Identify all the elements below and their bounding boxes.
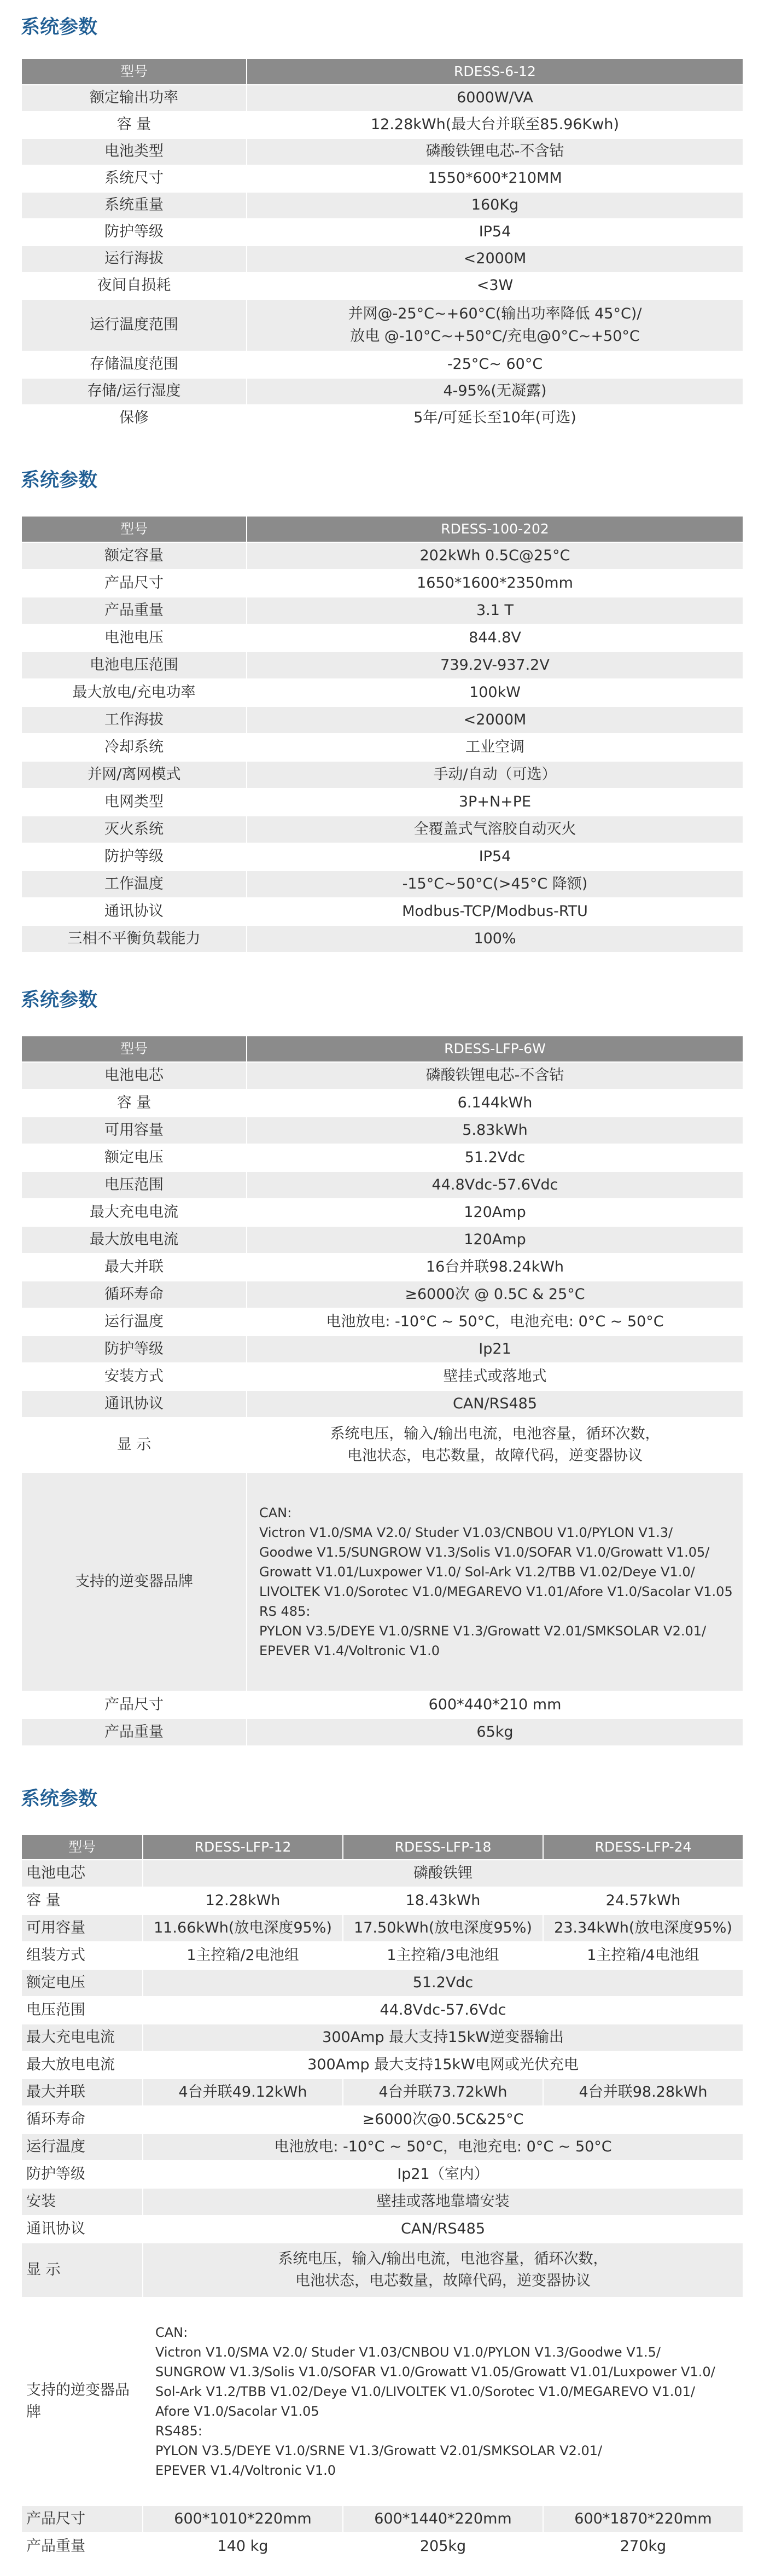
header-model-12: RDESS-LFP-12 [143,1835,343,1860]
row-label: 通讯协议 [21,898,247,925]
row-label: 产品重量 [21,1719,247,1746]
cell: 4台并联49.12kWh [143,2079,343,2106]
row-label: 产品尺寸 [21,2505,143,2533]
row-label: 存储/运行湿度 [21,378,247,405]
row-label: 工作海拔 [21,706,247,734]
row-value: CAN/RS485 [247,1390,743,1418]
row-value [143,2243,743,2297]
row-label: 系统尺寸 [21,165,247,192]
row-value: 手动/自动（可选） [247,761,743,788]
header-label: 型号 [21,516,247,542]
row-label: 夜间自损耗 [21,272,247,299]
value-line: PYLON V3.5/DEYE V1.0/SRNE V1.3/Growatt V2.01/SMKSOLAR V2.01/ [155,2443,603,2458]
row-label: 显 示 [21,2243,143,2297]
row-label: 运行温度 [21,1308,247,1336]
row-value: -15°C~50°C(>45°C 降额) [247,871,743,898]
row-value: 160Kg [247,192,743,219]
row-label: 电池类型 [21,138,247,165]
cell: 23.34kWh(放电深度95%) [543,1914,743,1942]
row-value: 磷酸铁锂 [143,1860,743,1887]
row-label: 显 示 [21,1418,247,1472]
section-title: 系统参数 [21,469,98,491]
cell: 140 kg [143,2533,343,2560]
row-label: 产品尺寸 [21,1691,247,1719]
value-line: RS 485: [259,1604,311,1619]
value-line: Goodwe V1.5/SUNGROW V1.3/Solis V1.0/SOFAR V1.0/Growatt V1.05/ [259,1545,710,1560]
header-model-18: RDESS-LFP-18 [343,1835,543,1860]
cell: 24.57kWh [543,1887,743,1914]
row-value [247,299,743,351]
row-value: 3.1 T [247,597,743,624]
row-label: 电池电芯 [21,1062,247,1089]
row-value: 202kWh 0.5C@25°C [247,542,743,570]
value-line: 电池状态，电芯数量，故障代码，逆变器协议 [295,2272,591,2289]
row-label: 存储温度范围 [21,351,247,378]
value-line: EPEVER V1.4/Voltronic V1.0 [259,1643,440,1658]
row-value [247,1418,743,1472]
value-line: Victron V1.0/SMA V2.0/ Studer V1.03/CNBOU V1.0/PYLON V1.3/Goodwe V1.5/ [155,2345,661,2360]
row-value: 44.8Vdc-57.6Vdc [247,1171,743,1199]
row-value: Ip21 [247,1336,743,1363]
row-value: ≥6000次@0.5C&25°C [143,2106,743,2133]
row-label: 组装方式 [21,1942,143,1969]
row-label: 灭火系统 [21,816,247,843]
cell: 12.28kWh [143,1887,343,1914]
row-label: 容 量 [21,112,247,138]
header-label: 型号 [21,59,247,85]
value-line: CAN: [259,1505,292,1521]
row-label: 三相不平衡负载能力 [21,925,247,953]
value-line: SUNGROW V1.3/Solis V1.0/SOFAR V1.0/Growatt V1.05/Growatt V1.01/Luxpower V1.0/ [155,2364,715,2380]
row-label: 最大充电电流 [21,1199,247,1226]
value-line: 电池状态，电芯数量，故障代码，逆变器协议 [347,1447,643,1464]
row-label: 防护等级 [21,219,247,246]
row-label: 运行温度范围 [21,299,247,351]
row-label: 电压范围 [21,1997,143,2024]
row-value: 1550*600*210MM [247,165,743,192]
row-value: <3W [247,272,743,299]
cell: 600*1870*220mm [543,2505,743,2533]
cell: 1主控箱/2电池组 [143,1942,343,1969]
section-title: 系统参数 [21,1788,98,1810]
value-line: PYLON V3.5/DEYE V1.0/SRNE V1.3/Growatt V2.01/SMKSOLAR V2.01/ [259,1623,707,1639]
value-line: EPEVER V1.4/Voltronic V1.0 [155,2463,336,2478]
row-value: 100kW [247,679,743,706]
row-label: 可用容量 [21,1117,247,1144]
cell: 11.66kWh(放电深度95%) [143,1914,343,1942]
row-value: 739.2V-937.2V [247,652,743,679]
row-label: 最大放电电流 [21,2051,143,2079]
row-value: 4-95%(无凝露) [247,378,743,405]
row-label: 最大充电电流 [21,2024,143,2051]
value-line: Victron V1.0/SMA V2.0/ Studer V1.03/CNBOU V1.0/PYLON V1.3/ [259,1525,673,1540]
value-line: 系统电压，输入/输出电流，电池容量，循环次数， [330,1425,660,1442]
cell: 4台并联98.28kWh [543,2079,743,2106]
spec-table [21,515,744,953]
row-value: 全覆盖式气溶胶自动灭火 [247,816,743,843]
row-value: 壁挂或落地靠墙安装 [143,2188,743,2215]
row-label: 产品重量 [21,2533,143,2560]
cell: 205kg [343,2533,543,2560]
row-value: 3P+N+PE [247,788,743,816]
value-line: RS485: [155,2423,202,2439]
row-value: 300Amp 最大支持15kW逆变器输出 [143,2024,743,2051]
inverter-brands-list [247,1472,743,1691]
row-value: -25°C~ 60°C [247,351,743,378]
row-label: 电网类型 [21,788,247,816]
row-value: 磷酸铁锂电芯-不含钴 [247,1062,743,1089]
row-value: <2000M [247,706,743,734]
cell: 1主控箱/4电池组 [543,1942,743,1969]
header-model-24: RDESS-LFP-24 [543,1835,743,1860]
value-line: 并网@-25°C~+60°C(输出功率降低 45°C)/ [348,305,642,322]
row-label: 额定输出功率 [21,85,247,112]
row-value: 844.8V [247,624,743,652]
row-label: 循环寿命 [21,2106,143,2133]
row-value: IP54 [247,219,743,246]
row-label: 系统重量 [21,192,247,219]
value-line: 放电 @-10°C~+50°C/充电@0°C~+50°C [350,327,640,345]
cell: 600*1440*220mm [343,2505,543,2533]
row-label: 可用容量 [21,1914,143,1942]
row-label: 防护等级 [21,2161,143,2188]
cell: 1主控箱/3电池组 [343,1942,543,1969]
row-value: <2000M [247,246,743,272]
row-label: 防护等级 [21,1336,247,1363]
row-label: 支持的逆变器品牌 [21,1472,247,1691]
row-value: 电池放电: -10°C ~ 50°C，电池充电: 0°C ~ 50°C [143,2133,743,2161]
row-value: CAN/RS485 [143,2215,743,2243]
row-label: 运行海拔 [21,246,247,272]
row-value: 电池放电: -10°C ~ 50°C，电池充电: 0°C ~ 50°C [247,1308,743,1336]
row-label: 最大并联 [21,2079,143,2106]
value-line: CAN: [155,2325,188,2340]
row-label: 通讯协议 [21,2215,143,2243]
row-value: 120Amp [247,1226,743,1254]
row-label: 支持的逆变器品牌 [21,2297,143,2505]
spec-table-multi [21,1834,744,2561]
header-model: RDESS-100-202 [247,516,743,542]
row-label: 产品重量 [21,597,247,624]
row-label: 最大放电/充电功率 [21,679,247,706]
row-value: 16台并联98.24kWh [247,1254,743,1281]
row-label: 电池电芯 [21,1860,143,1887]
value-line: Afore V1.0/Sacolar V1.05 [155,2404,319,2419]
spec-table [21,58,744,432]
value-line: Growatt V1.01/Luxpower V1.0/ Sol-Ark V1.2/TBB V1.02/Deye V1.0/ [259,1564,695,1580]
row-label: 电池电压 [21,624,247,652]
row-label: 工作温度 [21,871,247,898]
row-value: IP54 [247,843,743,871]
row-label: 冷却系统 [21,734,247,761]
row-label: 额定电压 [21,1144,247,1171]
row-value: 51.2Vdc [143,1969,743,1997]
value-line: 系统电压，输入/输出电流，电池容量，循环次数， [278,2250,608,2267]
section-title: 系统参数 [21,989,98,1011]
row-label: 防护等级 [21,843,247,871]
row-value: 65kg [247,1719,743,1746]
row-label: 运行温度 [21,2133,143,2161]
row-value: 51.2Vdc [247,1144,743,1171]
row-value: 120Amp [247,1199,743,1226]
row-value: 5年/可延长至10年(可选) [247,405,743,432]
row-value: 6000W/VA [247,85,743,112]
row-value: ≥6000次 @ 0.5C & 25°C [247,1281,743,1308]
row-value: Modbus-TCP/Modbus-RTU [247,898,743,925]
row-label: 产品尺寸 [21,570,247,597]
row-label: 并网/离网模式 [21,761,247,788]
row-label: 额定容量 [21,542,247,570]
cell: 4台并联73.72kWh [343,2079,543,2106]
value-line: Sol-Ark V1.2/TBB V1.02/Deye V1.0/LIVOLTEK V1.0/Sorotec V1.0/MEGAREVO V1.01/ [155,2384,695,2399]
row-label: 容 量 [21,1887,143,1914]
row-value: 壁挂式或落地式 [247,1363,743,1390]
row-label: 电压范围 [21,1171,247,1199]
row-label: 保修 [21,405,247,432]
row-value: 300Amp 最大支持15kW电网或光伏充电 [143,2051,743,2079]
header-label: 型号 [21,1036,247,1062]
row-value: 6.144kWh [247,1089,743,1117]
header-label: 型号 [21,1835,143,1860]
row-value: 1650*1600*2350mm [247,570,743,597]
row-label: 容 量 [21,1089,247,1117]
row-value: 5.83kWh [247,1117,743,1144]
cell: 17.50kWh(放电深度95%) [343,1914,543,1942]
row-label: 安装 [21,2188,143,2215]
row-value: 100% [247,925,743,953]
row-value: 工业空调 [247,734,743,761]
row-label: 安装方式 [21,1363,247,1390]
row-label: 循环寿命 [21,1281,247,1308]
inverter-brands-list [143,2297,743,2505]
row-value: 600*440*210 mm [247,1691,743,1719]
row-value: 44.8Vdc-57.6Vdc [143,1997,743,2024]
header-model: RDESS-6-12 [247,59,743,85]
header-model: RDESS-LFP-6W [247,1036,743,1062]
value-line: LIVOLTEK V1.0/Sorotec V1.0/MEGAREVO V1.01/Afore V1.0/Sacolar V1.05 [259,1584,733,1599]
row-label: 最大并联 [21,1254,247,1281]
row-label: 通讯协议 [21,1390,247,1418]
row-value: 磷酸铁锂电芯-不含钴 [247,138,743,165]
row-value: 12.28kWh(最大台并联至85.96Kwh) [247,112,743,138]
spec-table [21,1035,744,1747]
row-value: Ip21（室内） [143,2161,743,2188]
row-label: 最大放电电流 [21,1226,247,1254]
cell: 270kg [543,2533,743,2560]
row-label: 电池电压范围 [21,652,247,679]
cell: 600*1010*220mm [143,2505,343,2533]
cell: 18.43kWh [343,1887,543,1914]
section-title: 系统参数 [21,16,98,38]
row-label: 额定电压 [21,1969,143,1997]
